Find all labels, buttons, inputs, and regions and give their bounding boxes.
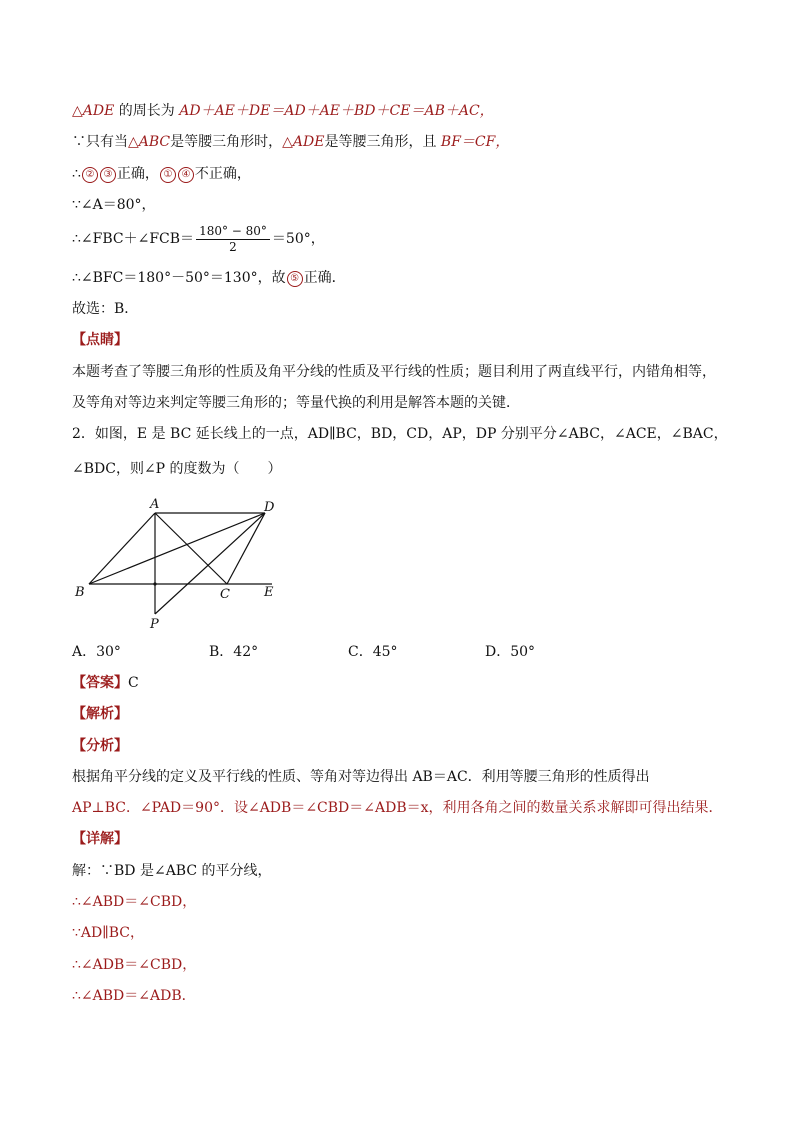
perimeter-equation: AD＋AE＋DE＝AD＋AE＋BD＋CE＝AB＋AC， xyxy=(179,103,494,119)
foot-point xyxy=(153,582,156,585)
correct-tail: 正确． xyxy=(303,270,346,286)
solution-line-6 xyxy=(72,268,346,288)
solution-line-4 xyxy=(72,195,156,215)
isosceles-text-2: 是等腰三角形，且 xyxy=(324,134,437,150)
label-a: A xyxy=(150,497,160,512)
dianjing-paragraph-1: 本题考查了等腰三角形的性质及角平分线的性质及平行线的性质；题目利用了两直线平行，内错角相等， xyxy=(72,364,716,380)
xiangjie-line-1: 解：∵BD 是∠ABC 的平分线， xyxy=(72,863,272,879)
triangle-abc: △ABC xyxy=(128,134,171,150)
fraction xyxy=(196,224,270,255)
circled-2: ② xyxy=(82,167,98,183)
therefore-symbol: ∴ xyxy=(72,166,81,182)
answer-line xyxy=(72,673,139,693)
label-e: E xyxy=(264,585,274,600)
choice-statement: 故选：B． xyxy=(72,301,139,317)
choice-d: D．50° xyxy=(485,644,536,660)
angle-sum-rhs: ＝50°， xyxy=(271,231,325,247)
segment-ac xyxy=(155,513,227,584)
triangle-ade-2: △ADE xyxy=(282,134,325,150)
xiangjie-heading: 【详解】 xyxy=(72,831,128,847)
xiangjie-line-4: ∴∠ADB＝∠CBD， xyxy=(72,957,197,973)
fenxi-heading: 【分析】 xyxy=(72,738,128,754)
circled-3: ③ xyxy=(100,167,116,183)
bf-cf-equation: BF＝CF， xyxy=(440,134,510,150)
label-p: P xyxy=(150,617,159,632)
question-2-line-1: 2．如图，E 是 BC 延长线上的一点，AD∥BC，BD，CD，AP，DP 分别平分∠ABC，∠ACE，∠BAC， xyxy=(72,426,728,442)
answer-heading: 【答案】 xyxy=(72,675,128,691)
circled-5: ⑤ xyxy=(287,271,303,287)
correct-text: 正确， xyxy=(116,166,159,182)
angle-bfc-text: ∴∠BFC＝180°－50°＝130°，故 xyxy=(72,270,286,286)
because-text: ∵只有当 xyxy=(72,134,128,150)
circled-1: ① xyxy=(160,167,176,183)
solution-line-2 xyxy=(72,132,509,152)
label-d: D xyxy=(264,500,275,515)
solution-line-5 xyxy=(72,222,325,256)
solution-line-1 xyxy=(72,101,494,121)
angle-sum-lhs: ∴∠FBC＋∠FCB＝ xyxy=(72,231,195,247)
dianjing-heading: 【点睛】 xyxy=(72,332,128,348)
fraction-denominator: 2 xyxy=(229,239,237,254)
xiangjie-line-3: ∵AD∥BC， xyxy=(72,925,144,941)
circled-4: ④ xyxy=(178,167,194,183)
incorrect-text: 不正确， xyxy=(194,166,251,182)
isosceles-text: 是等腰三角形时， xyxy=(170,134,283,150)
fraction-numerator: 180° − 80° xyxy=(196,224,270,240)
segment-cd xyxy=(227,513,265,584)
angle-a-text: ∵∠A＝80°， xyxy=(72,197,156,213)
xiangjie-line-5: ∴∠ABD＝∠ADB． xyxy=(72,988,196,1004)
triangle-ade: △ADE xyxy=(72,103,115,119)
choice-c: C．45° xyxy=(348,644,398,660)
question-2-line-2: ∠BDC，则∠P 的度数为（ ） xyxy=(72,461,282,477)
segment-ab xyxy=(89,513,155,584)
label-c: C xyxy=(220,587,230,602)
label-b: B xyxy=(75,585,85,600)
segment-bd xyxy=(89,513,265,584)
segment-dp xyxy=(155,513,265,614)
fenxi-paragraph-2: AP⊥BC．∠PAD＝90°．设∠ADB＝∠CBD＝∠ADB＝x，利用各角之间的数量关系求解即可得出结果． xyxy=(72,800,723,816)
solution-line-3 xyxy=(72,164,251,184)
solution-line-7 xyxy=(72,299,138,319)
choice-b: B．42° xyxy=(209,644,259,660)
answer-value: C xyxy=(128,675,139,691)
xiangjie-line-2: ∴∠ABD＝∠CBD， xyxy=(72,894,197,910)
choice-a: A．30° xyxy=(72,644,121,660)
dianjing-paragraph-2: 及等角对等边来判定等腰三角形的；等量代换的利用是解答本题的关键． xyxy=(72,395,520,411)
geometry-figure xyxy=(72,492,292,637)
jiexi-heading: 【解析】 xyxy=(72,706,128,722)
fenxi-paragraph-1: 根据角平分线的定义及平行线的性质、等角对等边得出 AB＝AC．利用等腰三角形的性质得出 xyxy=(72,769,650,785)
perimeter-text: 的周长为 xyxy=(118,103,175,119)
